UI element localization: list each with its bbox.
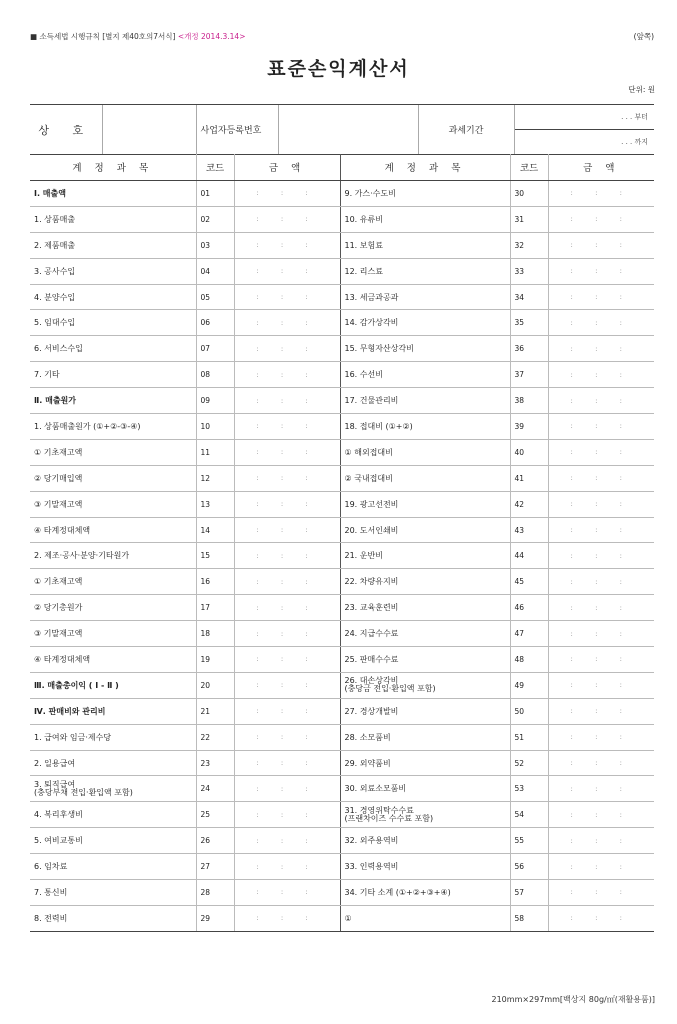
table-row: [30, 776, 654, 802]
table-row: [30, 880, 654, 906]
amount-field[interactable]: : : :: [234, 880, 340, 906]
amount-field[interactable]: : : :: [548, 388, 654, 414]
table-row: [30, 258, 654, 284]
table-row: [30, 388, 654, 414]
table-row: [30, 336, 654, 362]
account-name: 12. 리스료: [340, 258, 510, 284]
account-name: 9. 가스·수도비: [340, 181, 510, 207]
account-name: Ⅲ. 매출총이익 ( Ⅰ - Ⅱ ): [30, 672, 196, 698]
table-row: [30, 517, 654, 543]
table-row: [30, 905, 654, 931]
account-name: 25. 판매수수료: [340, 647, 510, 673]
account-name: 21. 운반비: [340, 543, 510, 569]
account-name: 8. 전력비: [30, 905, 196, 931]
table-row: [30, 181, 654, 207]
table-row: [30, 802, 654, 828]
amount-field[interactable]: : : :: [234, 206, 340, 232]
account-code: 28: [196, 880, 234, 906]
amount-field[interactable]: : : :: [234, 258, 340, 284]
account-code: 06: [196, 310, 234, 336]
amount-field[interactable]: : : :: [548, 750, 654, 776]
unit-label: 단위: 원: [628, 85, 655, 94]
account-code: 50: [510, 698, 548, 724]
account-name: 19. 광고선전비: [340, 491, 510, 517]
trade-name-field[interactable]: [102, 105, 196, 155]
account-name: ① 기초재고액: [30, 439, 196, 465]
tax-period-field[interactable]: [514, 105, 654, 155]
account-code: 10: [196, 414, 234, 440]
amount-field[interactable]: : : :: [548, 621, 654, 647]
amount-field[interactable]: : : :: [234, 828, 340, 854]
amount-field[interactable]: : : :: [234, 698, 340, 724]
account-name: 28. 소모품비: [340, 724, 510, 750]
amount-field[interactable]: : : :: [234, 854, 340, 880]
amount-field[interactable]: : : :: [548, 595, 654, 621]
amount-field[interactable]: : : :: [548, 414, 654, 440]
table-row: [30, 595, 654, 621]
account-code: 13: [196, 491, 234, 517]
account-name: 6. 서비스수입: [30, 336, 196, 362]
amount-field[interactable]: : : :: [234, 362, 340, 388]
account-name: 5. 여비교통비: [30, 828, 196, 854]
amount-field[interactable]: : : :: [548, 543, 654, 569]
account-name: 4. 분양수입: [30, 284, 196, 310]
account-name: ② 국내접대비: [340, 465, 510, 491]
account-name: Ⅳ. 판매비와 관리비: [30, 698, 196, 724]
account-code: 46: [510, 595, 548, 621]
account-name: ① 해외접대비: [340, 439, 510, 465]
table-row: [30, 724, 654, 750]
amount-field[interactable]: : : :: [548, 880, 654, 906]
amount-field[interactable]: : : :: [234, 491, 340, 517]
biz-no-label: 사업자등록번호: [196, 105, 278, 155]
amount-field[interactable]: : : :: [234, 905, 340, 931]
account-header: 계 정 과 목: [340, 154, 510, 181]
amount-field[interactable]: : : :: [234, 336, 340, 362]
account-name: 4. 복리후생비: [30, 802, 196, 828]
account-code: 36: [510, 336, 548, 362]
account-code: 45: [510, 569, 548, 595]
account-name: 13. 세금과공과: [340, 284, 510, 310]
account-name: Ⅰ. 매출액: [30, 181, 196, 207]
amount-field[interactable]: : : :: [548, 854, 654, 880]
table-row: [30, 750, 654, 776]
amount-field[interactable]: : : :: [548, 491, 654, 517]
amount-field[interactable]: : : :: [548, 362, 654, 388]
table-row: [30, 698, 654, 724]
account-code: 18: [196, 621, 234, 647]
amount-field[interactable]: : : :: [548, 465, 654, 491]
table-row: [30, 854, 654, 880]
account-code: 40: [510, 439, 548, 465]
account-code: 55: [510, 828, 548, 854]
account-name: 11. 보험료: [340, 232, 510, 258]
account-code: 35: [510, 310, 548, 336]
account-code: 03: [196, 232, 234, 258]
account-code: 31: [510, 206, 548, 232]
account-name: ③ 기말재고액: [30, 491, 196, 517]
account-code: 53: [510, 776, 548, 802]
account-name: 2. 일용급여: [30, 750, 196, 776]
amount-field[interactable]: : : :: [548, 284, 654, 310]
account-code: 33: [510, 258, 548, 284]
account-code: 02: [196, 206, 234, 232]
account-name: ④ 타계정대체액: [30, 517, 196, 543]
account-code: 49: [510, 672, 548, 698]
account-code: 25: [196, 802, 234, 828]
account-code: 34: [510, 284, 548, 310]
amount-field[interactable]: : : :: [234, 595, 340, 621]
account-code: 17: [196, 595, 234, 621]
amount-field[interactable]: : : :: [234, 439, 340, 465]
account-name: 14. 감가상각비: [340, 310, 510, 336]
account-code: 51: [510, 724, 548, 750]
account-name: 15. 무형자산상각비: [340, 336, 510, 362]
amount-field[interactable]: : : :: [234, 621, 340, 647]
amount-field[interactable]: : : :: [548, 181, 654, 207]
amount-field[interactable]: : : :: [548, 776, 654, 802]
account-name: 34. 기타 소계 (①+②+③+④): [340, 880, 510, 906]
account-code: 56: [510, 854, 548, 880]
amount-field[interactable]: : : :: [548, 232, 654, 258]
income-statement-table: [30, 154, 654, 932]
account-code: 24: [196, 776, 234, 802]
table-row: [30, 828, 654, 854]
account-code: 38: [510, 388, 548, 414]
account-code: 26: [196, 828, 234, 854]
account-code: 37: [510, 362, 548, 388]
account-code: 22: [196, 724, 234, 750]
account-name: Ⅱ. 매출원가: [30, 388, 196, 414]
amount-header: 금 액: [548, 154, 654, 181]
account-code: 16: [196, 569, 234, 595]
account-code: 20: [196, 672, 234, 698]
account-name: ② 당기매입액: [30, 465, 196, 491]
amount-field[interactable]: : : :: [548, 828, 654, 854]
account-name: 18. 접대비 (①+②): [340, 414, 510, 440]
account-code: 19: [196, 647, 234, 673]
account-code: 23: [196, 750, 234, 776]
account-rows: [30, 181, 654, 932]
amount-field[interactable]: : : :: [234, 232, 340, 258]
table-row: [30, 439, 654, 465]
account-code: 58: [510, 905, 548, 931]
account-code: 48: [510, 647, 548, 673]
account-name: 27. 경상개발비: [340, 698, 510, 724]
amount-field[interactable]: : : :: [548, 647, 654, 673]
amount-field[interactable]: : : :: [234, 310, 340, 336]
code-header: 코드: [196, 154, 234, 181]
account-code: 04: [196, 258, 234, 284]
amount-field[interactable]: : : :: [234, 388, 340, 414]
account-code: 41: [510, 465, 548, 491]
amount-field[interactable]: : : :: [234, 776, 340, 802]
code-header: 코드: [510, 154, 548, 181]
account-name: 6. 임차료: [30, 854, 196, 880]
account-name: 1. 상품매출원가 (①+②-③-④): [30, 414, 196, 440]
account-code: 47: [510, 621, 548, 647]
table-row: [30, 465, 654, 491]
account-code: 30: [510, 181, 548, 207]
amount-field[interactable]: : : :: [548, 698, 654, 724]
account-name: 23. 교육훈련비: [340, 595, 510, 621]
amount-field[interactable]: : : :: [234, 517, 340, 543]
amount-field[interactable]: : : :: [548, 439, 654, 465]
table-row: [30, 569, 654, 595]
table-row: [30, 362, 654, 388]
account-name: 29. 외약품비: [340, 750, 510, 776]
account-code: 09: [196, 388, 234, 414]
table-row: [30, 672, 654, 698]
amount-field[interactable]: : : :: [548, 672, 654, 698]
amount-field[interactable]: : : :: [234, 414, 340, 440]
account-name: 24. 지급수수료: [340, 621, 510, 647]
account-name: 32. 외주용역비: [340, 828, 510, 854]
table-row: [30, 310, 654, 336]
trade-name-label: 상 호: [30, 105, 102, 155]
account-code: 12: [196, 465, 234, 491]
amount-field[interactable]: : : :: [234, 465, 340, 491]
account-code: 08: [196, 362, 234, 388]
account-code: 11: [196, 439, 234, 465]
amount-field[interactable]: : : :: [548, 905, 654, 931]
account-name: 20. 도서인쇄비: [340, 517, 510, 543]
account-code: 05: [196, 284, 234, 310]
account-name: 30. 외료소모품비: [340, 776, 510, 802]
account-code: 39: [510, 414, 548, 440]
paper-spec: 210mm×297mm[백상지 80g/㎡(재활용품)]: [491, 995, 655, 1004]
amount-field[interactable]: : : :: [548, 206, 654, 232]
account-name: 2. 제품매출: [30, 232, 196, 258]
amendment-date: <개정 2014.3.14>: [177, 32, 246, 41]
account-code: 14: [196, 517, 234, 543]
amount-field[interactable]: : : :: [234, 672, 340, 698]
account-name: 3. 공사수입: [30, 258, 196, 284]
account-name: 16. 수선비: [340, 362, 510, 388]
table-row: [30, 647, 654, 673]
account-code: 15: [196, 543, 234, 569]
account-name: 7. 기타: [30, 362, 196, 388]
amount-field[interactable]: : : :: [234, 569, 340, 595]
account-name: 10. 유류비: [340, 206, 510, 232]
account-name: ③ 기말재고액: [30, 621, 196, 647]
table-row: [30, 206, 654, 232]
biz-no-field[interactable]: [278, 105, 418, 155]
table-row: [30, 491, 654, 517]
amount-field[interactable]: : : :: [548, 802, 654, 828]
account-name: 5. 임대수입: [30, 310, 196, 336]
account-name: 7. 통신비: [30, 880, 196, 906]
page-side-label: (앞쪽): [633, 32, 654, 41]
amount-field[interactable]: : : :: [234, 750, 340, 776]
account-name: ① 기초재고액: [30, 569, 196, 595]
table-row: [30, 414, 654, 440]
account-code: 44: [510, 543, 548, 569]
taxpayer-info-table: [30, 104, 654, 155]
account-header: 계 정 과 목: [30, 154, 196, 181]
account-code: 27: [196, 854, 234, 880]
account-name: ④ 타계정대체액: [30, 647, 196, 673]
amount-field[interactable]: : : :: [548, 336, 654, 362]
account-name: ② 당기총원가: [30, 595, 196, 621]
amount-field[interactable]: : : :: [234, 181, 340, 207]
period-from[interactable]: . . . 부터: [515, 105, 655, 130]
form-title: 표준손익계산서: [267, 58, 410, 80]
account-code: 57: [510, 880, 548, 906]
amount-field[interactable]: : : :: [234, 802, 340, 828]
account-name: 2. 제조·공사·분양·기타원가: [30, 543, 196, 569]
period-to[interactable]: . . . 까지: [621, 138, 648, 146]
account-code: 21: [196, 698, 234, 724]
account-name: 33. 인력용역비: [340, 854, 510, 880]
table-row: [30, 543, 654, 569]
column-header-row: [30, 154, 654, 181]
table-row: [30, 621, 654, 647]
amount-field[interactable]: : : :: [234, 284, 340, 310]
account-code: 07: [196, 336, 234, 362]
account-code: 52: [510, 750, 548, 776]
amount-field[interactable]: : : :: [234, 724, 340, 750]
table-row: [30, 232, 654, 258]
account-name: 31. 경영위탁수수료 (프랜차이즈 수수료 포함): [340, 802, 510, 828]
tax-period-label: 과세기간: [418, 105, 514, 155]
amount-field[interactable]: : : :: [548, 258, 654, 284]
amount-field[interactable]: : : :: [548, 310, 654, 336]
table-row: [30, 284, 654, 310]
amount-field[interactable]: : : :: [548, 517, 654, 543]
account-code: 29: [196, 905, 234, 931]
account-name: 22. 차량유지비: [340, 569, 510, 595]
account-code: 42: [510, 491, 548, 517]
form-rule-text: ■ 소득세법 시행규칙 [별지 제40호의7서식]: [30, 32, 176, 41]
account-name: 3. 퇴직급여 (충당부채 전입·환입액 포함): [30, 776, 196, 802]
form-reference: [30, 30, 656, 44]
amount-header: 금 액: [234, 154, 340, 181]
account-name: ①: [340, 905, 510, 931]
account-name: 1. 급여와 임금·제수당: [30, 724, 196, 750]
amount-field[interactable]: : : :: [234, 647, 340, 673]
account-name: 26. 대손상각비 (충당금 전입·환입액 포함): [340, 672, 510, 698]
account-code: 43: [510, 517, 548, 543]
amount-field[interactable]: : : :: [548, 569, 654, 595]
account-name: 1. 상품매출: [30, 206, 196, 232]
account-code: 32: [510, 232, 548, 258]
account-code: 54: [510, 802, 548, 828]
amount-field[interactable]: : : :: [234, 543, 340, 569]
account-name: 17. 건물관리비: [340, 388, 510, 414]
account-code: 01: [196, 181, 234, 207]
amount-field[interactable]: : : :: [548, 724, 654, 750]
